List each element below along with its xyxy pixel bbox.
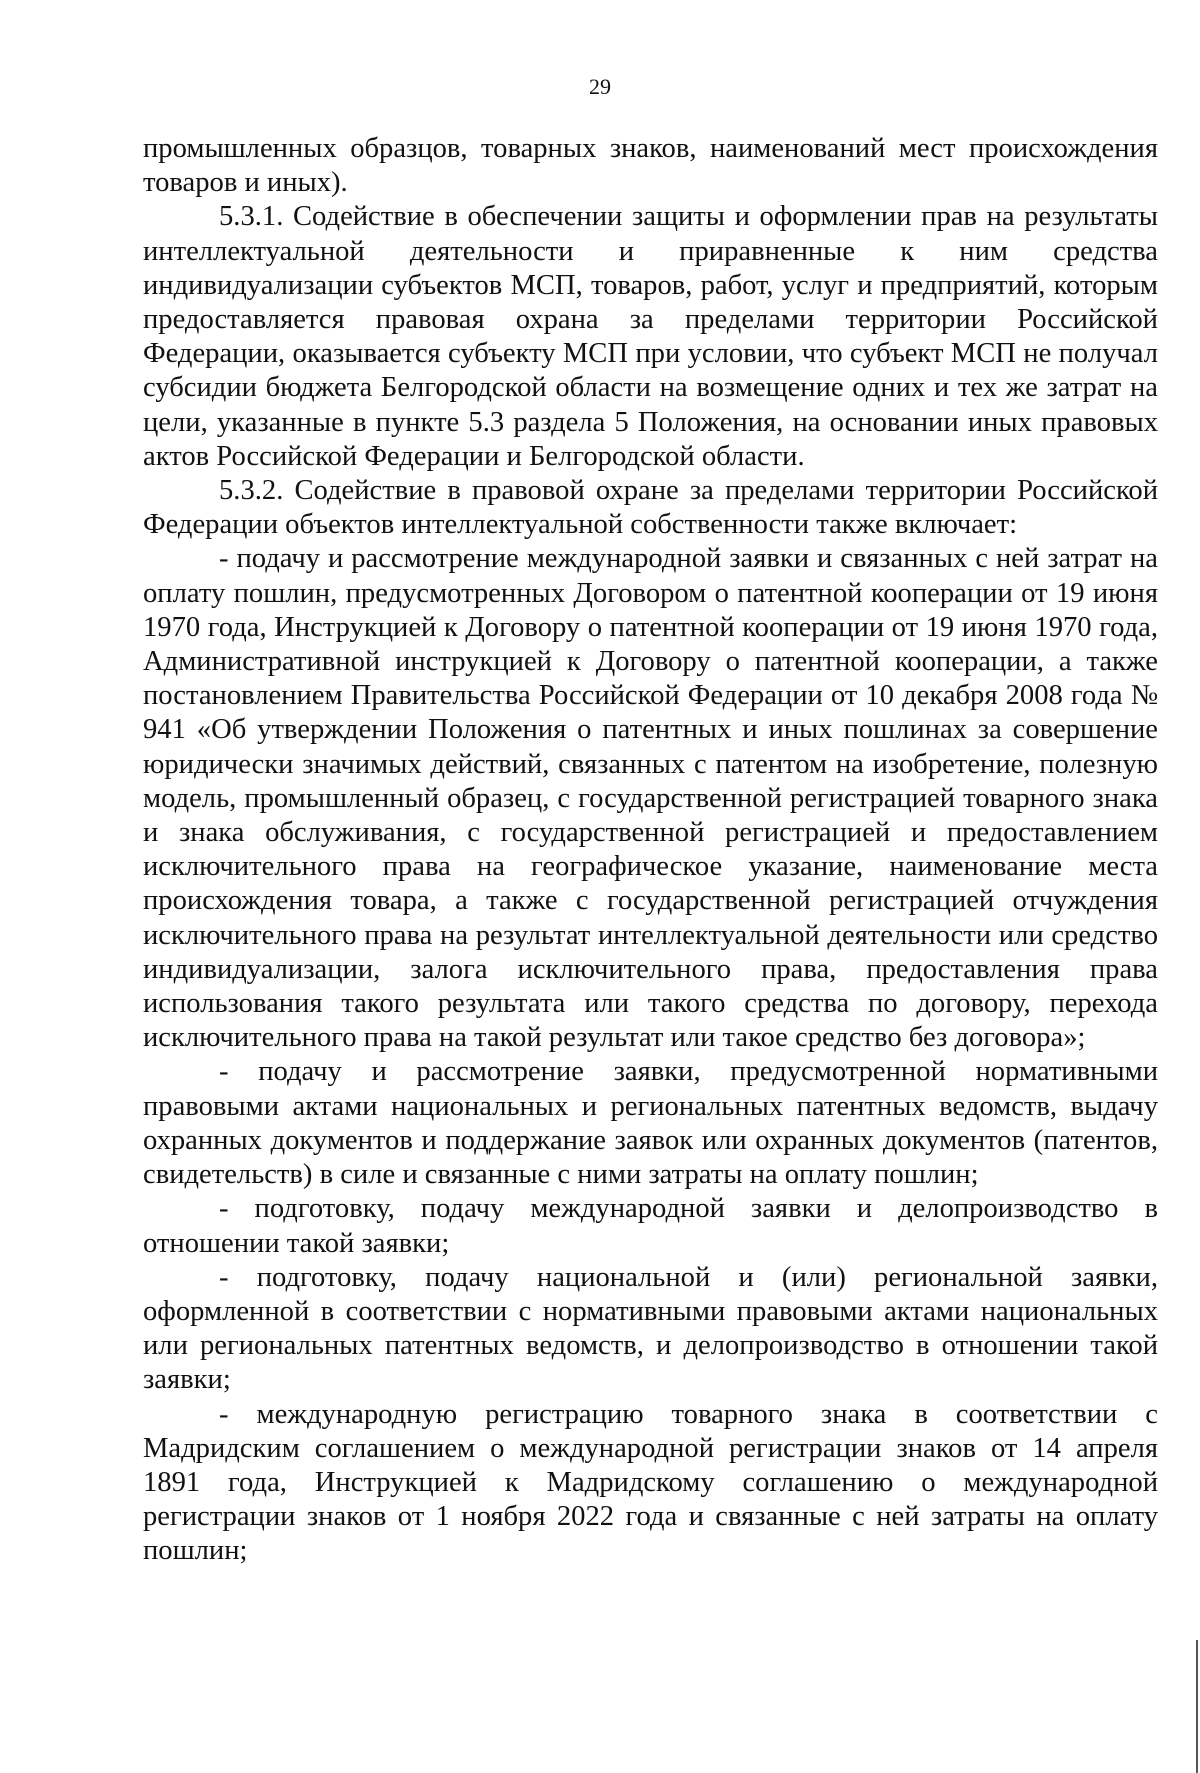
scan-edge-line bbox=[1196, 1640, 1198, 1773]
document-body bbox=[143, 132, 1158, 1569]
paragraph-continuation: промышленных образцов, товарных знаков, наименований мест происхождения товаров и иных). bbox=[143, 133, 1158, 199]
list-item-national-application: - подачу и рассмотрение заявки, предусмотренной нормативными правовыми актами национальных и региональных патентных ведомств, выдачу охранных документов и поддержание заявок или охранных документов (патентов, свидетельств) в силе и связанные с ними затраты на оплату пошлин; bbox=[143, 1056, 1158, 1191]
list-item-madrid-registration: - международную регистрацию товарного знака в соответствии с Мадридским соглашением о международной регистрации знаков от 14 апреля 1891 года, Инструкцией к Мадридскому соглашению о международной регистрации знаков от 1 ноября 2022 года и связанные с ней затраты на оплату пошлин; bbox=[143, 1398, 1158, 1567]
list-item-international-application: - подачу и рассмотрение международной заявки и связанных с ней затрат на оплату пошлин, предусмотренных Договором о патентной кооперации от 19 июня 1970 года, Инструкцией к Договору о патентной кооперации от 19 июня 1970 года, Административной инструкцией к Договору о патентной кооперации, а также постановлением Правительства Российской Федерации от 10 декабря 2008 года № 941 «Об утверждении Положения о патентных и иных пошлинах за совершение юридически значимых действий, связанных с патентом на изобретение, полезную модель, промышленный образец, с государственной регистрацией товарного знака и знака обслуживания, с государственной регистрацией и предоставлением исключительного права на географическое указание, наименование места происхождения товара, а также с государственной регистрацией отчуждения исключительного права на результат интеллектуальной деятельности или средство индивидуализации, залога исключительного права, предоставления права использования такого результата или такого средства по договору, перехода исключительного права на такой результат или такое средство без договора»; bbox=[143, 543, 1158, 1054]
list-item-international-preparation: - подготовку, подачу международной заявки и делопроизводство в отношении такой заявки; bbox=[143, 1193, 1158, 1259]
paragraph-5-3-1: 5.3.1. Содействие в обеспечении защиты и оформлении прав на результаты интеллектуальной деятельности и приравненные к ним средства индивидуализации субъектов МСП, товаров, работ, услуг и предприятий, которым предоставляется правовая охрана за пределами территории Российской Федерации, оказывается субъекту МСП при условии, что субъект МСП не получал субсидии бюджета Белгородской области на возмещение одних и тех же затрат на цели, указанные в пункте 5.3 раздела 5 Положения, на основании иных правовых актов Российской Федерации и Белгородской области. bbox=[143, 201, 1158, 472]
paragraph-5-3-2: 5.3.2. Содействие в правовой охране за пределами территории Российской Федерации объектов интеллектуальной собственности также включает: bbox=[143, 475, 1158, 541]
list-item-national-preparation: - подготовку, подачу национальной и (или) региональной заявки, оформленной в соответствии с нормативными правовыми актами национальных или региональных патентных ведомств, и делопроизводство в отношении такой заявки; bbox=[143, 1261, 1158, 1396]
page-number: 29 bbox=[589, 74, 611, 99]
